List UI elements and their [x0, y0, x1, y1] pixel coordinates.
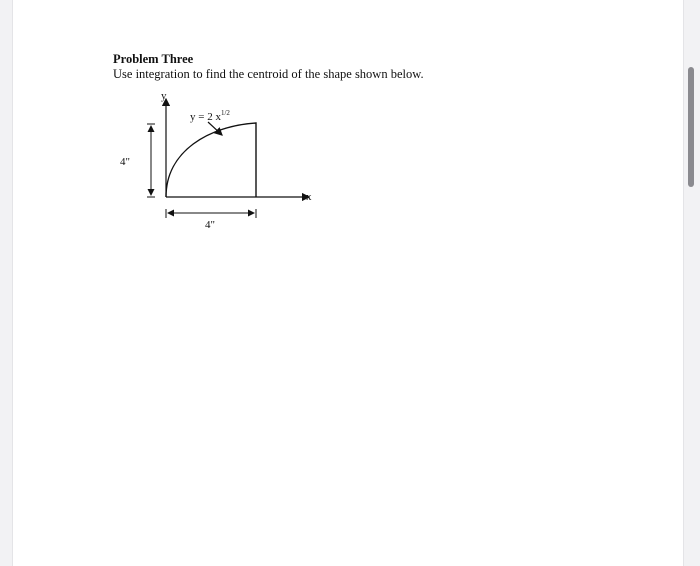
x-axis-label: x: [306, 191, 312, 203]
height-dimension: [147, 124, 155, 197]
parabolic-region: [166, 123, 256, 197]
centroid-figure: [113, 85, 323, 235]
curve-label-exponent: 1/2: [220, 109, 230, 117]
y-axis-label: y: [161, 90, 167, 102]
curve-pointer-arrow: [208, 122, 222, 135]
scrollbar-thumb[interactable]: [688, 67, 694, 187]
height-label: 4": [120, 156, 130, 168]
curve-label: [190, 109, 230, 123]
width-label: 4": [205, 219, 215, 231]
problem-title: Problem Three: [113, 52, 194, 66]
width-dimension: [166, 209, 256, 218]
problem-prompt: Use integration to find the centroid of the shape shown below.: [113, 67, 424, 81]
document-page: [12, 0, 684, 566]
curve-label-base: y = 2 x: [190, 111, 221, 123]
